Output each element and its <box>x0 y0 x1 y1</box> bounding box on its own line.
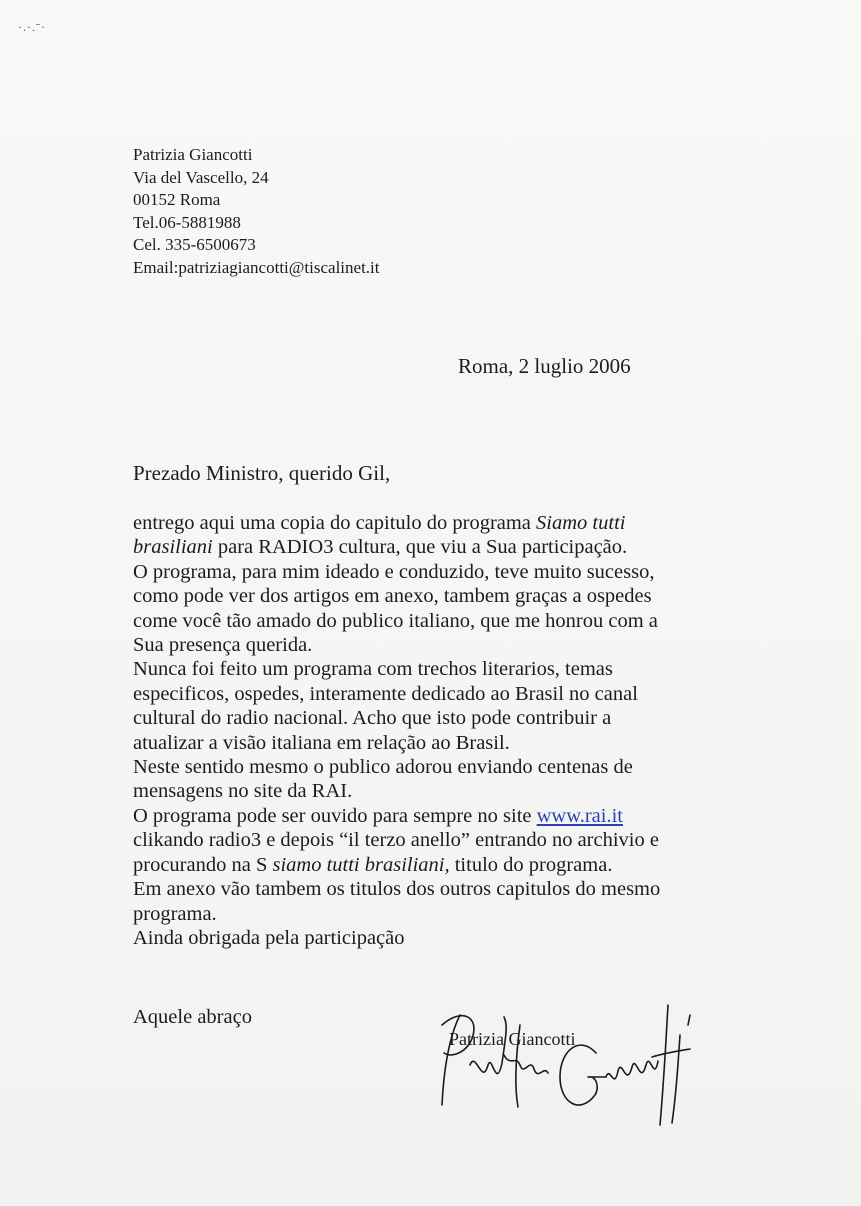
letter-salutation: Prezado Ministro, querido Gil, <box>133 461 391 485</box>
body-line: Sua presença querida. <box>133 634 313 657</box>
sender-name: Patrizia Giancotti <box>133 145 253 164</box>
sender-address-block <box>133 144 380 280</box>
letter-date: Roma, 2 luglio 2006 <box>458 354 631 378</box>
body-line: mensagens no site da RAI. <box>133 780 353 803</box>
body-line: especificos, ospedes, interamente dedicado ao Brasil no canal <box>133 682 638 705</box>
body-line: entrego aqui uma copia do capitulo do programa Siamo tutti <box>133 512 626 534</box>
sender-phone: Tel.06-5881988 <box>133 212 241 232</box>
body-line: cultural do radio nacional. Acho que isto pode contribuir a <box>133 707 612 730</box>
sender-email: Email:patriziagiancotti@tiscalinet.it <box>133 257 380 277</box>
body-line: Ainda obrigada pela participação <box>133 926 405 949</box>
body-line: atualizar a visão italiana em relação ao Brasil. <box>133 731 510 754</box>
signature-typed-name: Patrizia Giancotti <box>449 1029 576 1049</box>
body-line: come você tão amado do publico italiano, que me honrou com a <box>133 609 658 632</box>
letter-body <box>133 511 753 950</box>
body-line: como pode ver dos artigos em anexo, tambem graças a ospedes <box>133 585 652 608</box>
body-line: brasiliani para RADIO3 cultura, que viu a Sua participação. <box>133 536 628 559</box>
rai-website-link[interactable]: www.rai.it <box>536 804 623 827</box>
body-line: Nunca foi feito um programa com trechos literarios, temas <box>133 658 613 681</box>
body-line: O programa pode ser ouvido para sempre no site www.rai.it <box>133 804 623 827</box>
body-line: O programa, para mim ideado e conduzido, teve muito sucesso, <box>133 560 655 583</box>
body-line: Neste sentido mesmo o publico adorou enviando centenas de <box>133 756 633 779</box>
body-line: clikando radio3 e depois “il terzo anello” entrando no archivio e <box>133 829 659 852</box>
letter-closing: Aquele abraço <box>133 1006 252 1028</box>
sender-mobile: Cel. 335-6500673 <box>133 235 256 255</box>
body-line: programa. <box>133 902 217 925</box>
body-line: Em anexo vão tambem os titulos dos outros capitulos do mesmo <box>133 878 661 901</box>
corner-scan-mark: ·.·.ˉ· <box>18 20 46 34</box>
sender-street: Via del Vascello, 24 <box>133 167 269 187</box>
sender-city: 00152 Roma <box>133 190 221 210</box>
handwritten-signature <box>420 995 700 1135</box>
body-line: procurando na S siamo tutti brasiliani, titulo do programa. <box>133 853 613 876</box>
